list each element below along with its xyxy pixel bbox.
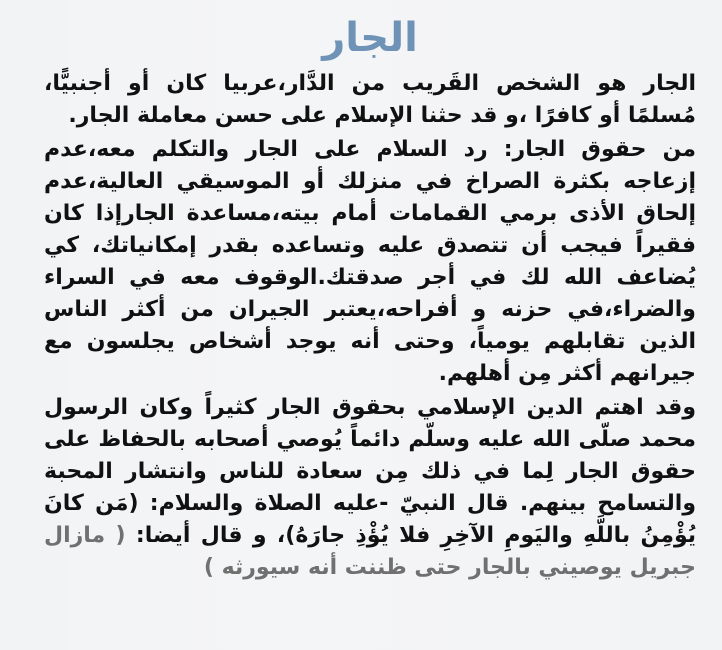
hadith-paragraph (44, 392, 696, 584)
rights-paragraph: من حقوق الجار: رد السلام على الجار والتكلم معه،عدم إزعاجه بكثرة الصراخ في منزلك أو الموسيقي العالية،عدم إلحاق الأذى برمي القمامات أمام بيته،مساعدة الجارإذا كان فقيراً فيجب أن تتصدق عليه وتساعده بقدر إمكانياتك، كي يُضاعف الله لك في أجر صدقتك.الوقوف معه في السراء والضراء،في حزنه و أفراحه،يعتبر الجيران من أكثر الناس الذين تقابلهم يومياً، وحتى أنه يوجد أشخاص يجلسون مع جيرانهم أكثر مِن أهلهم. (44, 137, 696, 386)
definition-paragraph: الجار هو الشخص القَريب من الدَّار،عربيا كان أو أجنبيًّا، مُسلمًا أو كافرًا ،و قد حثنا الإسلام على حسن معاملة الجار. (44, 71, 696, 128)
hadith-text: وقد اهتم الدين الإسلامي بحقوق الجار كثيراً وكان الرسول محمد صلّى الله عليه وسلّم دائماً يُوصي أصحابه بالحفاظ على حقوق الجار لِما في ذلك مِن سعادة للناس وانتشار المحبة والتسامح بينهم. قال النبيّ -عليه الصلاة والسلام: (مَن كانَ يُؤْمِنُ باللَّهِ واليَومِ الآخِرِ فلا يُؤْذِ جارَهُ)، و قال أيضا: (44, 395, 696, 548)
article-body (44, 68, 696, 584)
page-title: الجار (322, 15, 418, 61)
hadith-quote: ( مازال جبريل يوصيني بالجار حتى ظننت أنه سيورثه ) (44, 523, 696, 580)
